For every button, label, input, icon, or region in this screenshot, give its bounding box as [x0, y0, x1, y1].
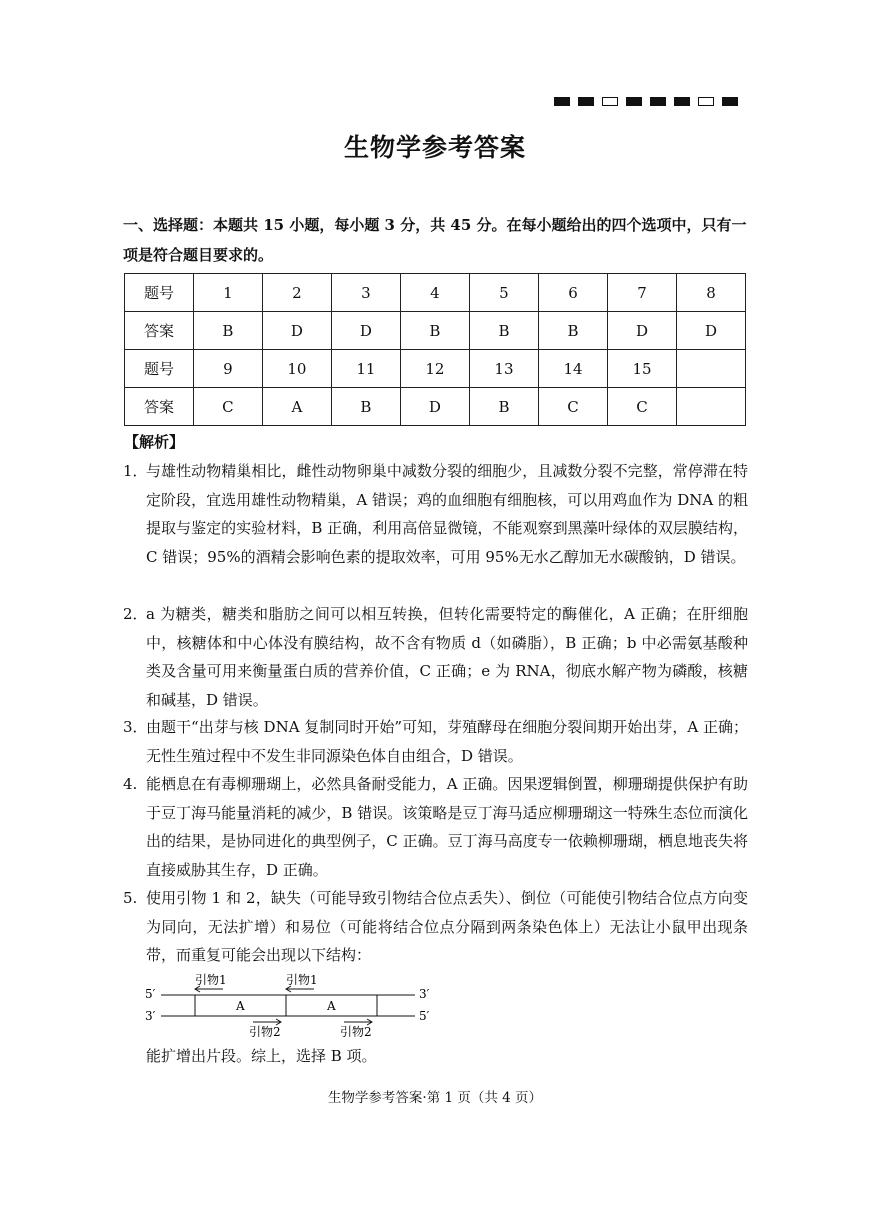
segment-label: A	[236, 999, 245, 1013]
analysis-item	[123, 457, 748, 571]
table-cell: 题号	[125, 274, 194, 312]
dna-diagram	[143, 970, 443, 1040]
page-footer: 生物学参考答案·第 1 页（共 4 页）	[327, 1090, 543, 1106]
mark-outline	[698, 97, 714, 106]
analysis-item	[123, 600, 748, 714]
item-number: 4.	[123, 775, 138, 793]
item-text: 与雄性动物精巢相比，雌性动物卵巢中减数分裂的细胞少，且减数分裂不完整，常停滞在特定阶段，宜选用雄性动物精巢，A 错误；鸡的血细胞有细胞核，可以用鸡血作为 DNA 的粗提取与鉴定的实验材料，B 正确，利用高倍显微镜，不能观察到黑藻叶绿体的双层膜结构，C 错误；95%的酒精会影响色素的提取效率，可用 95%无水乙醇加无水碳酸钠，D 错误。	[146, 462, 748, 566]
mark-filled	[626, 97, 642, 106]
mark-filled	[674, 97, 690, 106]
answer-table	[124, 273, 746, 426]
table-cell: 2	[262, 274, 331, 312]
table-cell: 14	[538, 350, 607, 388]
primer2-label: 引物2	[340, 1025, 372, 1039]
table-cell: B	[538, 312, 607, 350]
table-cell: B	[469, 388, 538, 426]
table-cell: 9	[193, 350, 262, 388]
analysis-item	[123, 713, 748, 770]
label-5prime-bottom: 5′	[419, 1009, 430, 1023]
header-marks	[554, 97, 738, 106]
mark-filled	[722, 97, 738, 106]
mark-filled	[650, 97, 666, 106]
table-cell: 答案	[125, 388, 194, 426]
item-text: 由题干“出芽与核 DNA 复制同时开始”可知，芽殖酵母在细胞分裂间期开始出芽，A 正确；无性生殖过程中不发生非同源染色体自由组合，D 错误。	[146, 718, 748, 765]
item-number: 1．	[123, 462, 148, 480]
table-row	[125, 388, 746, 426]
analysis-item	[123, 884, 748, 970]
table-cell: 3	[331, 274, 400, 312]
table-cell: B	[400, 312, 469, 350]
table-row	[125, 350, 746, 388]
item-text: a 为糖类，糖类和脂肪之间可以相互转换，但转化需要特定的酶催化，A 正确；在肝细胞中，核糖体和中心体没有膜结构，故不含有物质 d（如磷脂），B 正确；b 中必需氨基酸种类及含量可用来衡量蛋白质的营养价值，C 正确；e 为 RNA，彻底水解产物为磷酸，核糖和碱基，D 错误。	[146, 605, 748, 709]
table-row	[125, 274, 746, 312]
table-cell: 15	[608, 350, 677, 388]
item-text: 能扩增出片段。综上，选择 B 项。	[146, 1047, 377, 1065]
mark-filled	[554, 97, 570, 106]
table-cell: 13	[469, 350, 538, 388]
table-cell: A	[262, 388, 331, 426]
analysis-item	[123, 770, 748, 884]
section-intro: 一、选择题：本题共 15 小题，每小题 3 分，共 45 分。在每小题给出的四个选项中，只有一项是符合题目要求的。	[123, 216, 747, 264]
table-cell: 11	[331, 350, 400, 388]
item-number: 2．	[123, 605, 148, 623]
analysis-item-continuation	[123, 1042, 748, 1071]
primer1-label: 引物1	[195, 973, 227, 987]
table-cell: 答案	[125, 312, 194, 350]
table-cell: C	[193, 388, 262, 426]
table-cell: D	[331, 312, 400, 350]
table-cell	[677, 388, 746, 426]
analysis-heading: 【解析】	[124, 433, 185, 451]
table-cell: 5	[469, 274, 538, 312]
table-cell: C	[538, 388, 607, 426]
label-3prime-bottom: 3′	[145, 1009, 156, 1023]
table-cell: 4	[400, 274, 469, 312]
table-cell: D	[677, 312, 746, 350]
item-text: 能栖息在有毒柳珊瑚上，必然具备耐受能力，A 正确。因果逻辑倒置，柳珊瑚提供保护有助于豆丁海马能量消耗的减少，B 错误。该策略是豆丁海马适应柳珊瑚这一特殊生态位而演化出的结果，是协同进化的典型例子，C 正确。豆丁海马高度专一依赖柳珊瑚，栖息地丧失将直接威胁其生存，D 正确。	[146, 775, 748, 879]
mark-filled	[578, 97, 594, 106]
table-cell: 12	[400, 350, 469, 388]
table-cell: B	[331, 388, 400, 426]
table-cell: 7	[608, 274, 677, 312]
primer2-label: 引物2	[249, 1025, 281, 1039]
table-cell: 6	[538, 274, 607, 312]
label-5prime-top: 5′	[145, 987, 156, 1001]
table-cell	[677, 350, 746, 388]
table-cell: 题号	[125, 350, 194, 388]
item-text: 使用引物 1 和 2，缺失（可能导致引物结合位点丢失）、倒位（可能使引物结合位点方向变为同向，无法扩增）和易位（可能将结合位点分隔到两条染色体上）无法让小鼠甲出现条带，而重复可能会出现以下结构：	[146, 889, 748, 964]
item-number: 3．	[123, 718, 148, 736]
table-cell: 8	[677, 274, 746, 312]
primer1-label: 引物1	[286, 973, 318, 987]
mark-outline	[602, 97, 618, 106]
table-cell: 10	[262, 350, 331, 388]
table-cell: 1	[193, 274, 262, 312]
item-number: 5.	[123, 889, 138, 907]
table-cell: D	[262, 312, 331, 350]
table-cell: B	[469, 312, 538, 350]
segment-label: A	[327, 999, 336, 1013]
table-cell: C	[608, 388, 677, 426]
table-cell: D	[608, 312, 677, 350]
label-3prime-top: 3′	[419, 987, 430, 1001]
table-cell: B	[193, 312, 262, 350]
table-cell: D	[400, 388, 469, 426]
table-row	[125, 312, 746, 350]
page-title: 生物学参考答案	[343, 133, 526, 162]
